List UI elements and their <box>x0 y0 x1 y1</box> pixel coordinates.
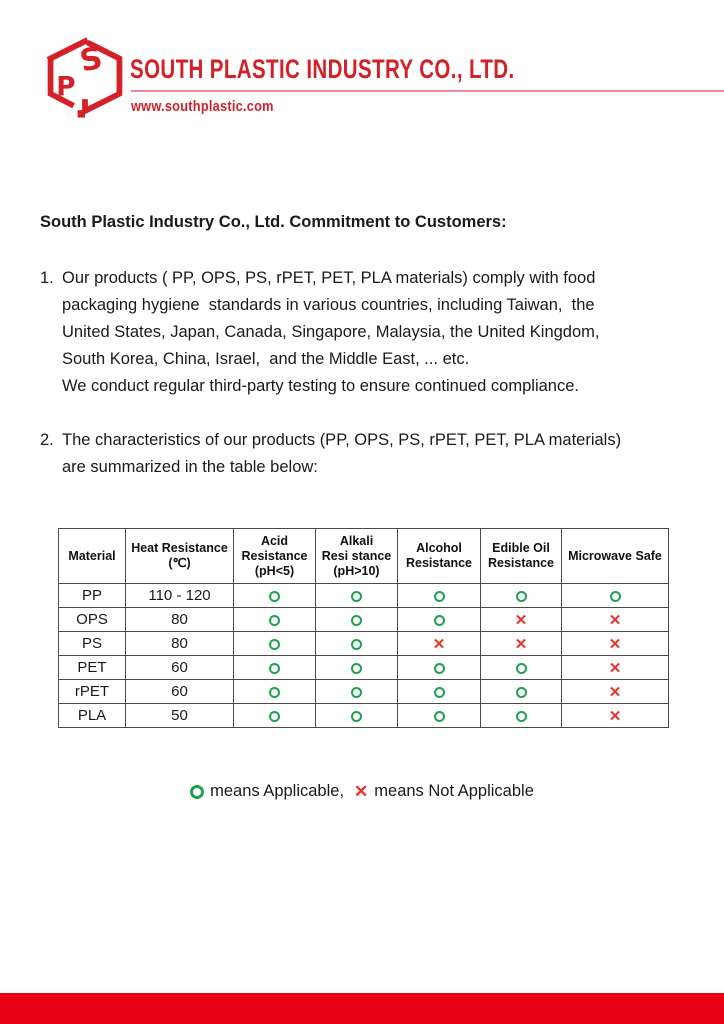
paragraph-line <box>40 427 621 454</box>
material-cell: PS <box>59 632 126 656</box>
materials-table <box>58 528 669 728</box>
paragraph-line: packaging hygiene standards in various countries, including Taiwan, the <box>62 296 595 314</box>
mark-cell <box>234 632 316 656</box>
mark-cell <box>234 608 316 632</box>
mark-cell <box>398 656 481 680</box>
mark <box>516 663 527 674</box>
mark: ✕ <box>432 635 446 653</box>
mark <box>269 687 280 698</box>
paragraph-line: United States, Japan, Canada, Singapore, Malaysia, the United Kingdom, <box>62 323 600 341</box>
mark-cell <box>398 680 481 704</box>
mark: ✕ <box>608 659 622 677</box>
mark-cell <box>562 656 669 680</box>
company-name: SOUTH PLASTIC INDUSTRY CO., LTD. <box>130 54 515 84</box>
heat-cell: 50 <box>126 704 234 728</box>
header-alcohol-resistance: Alcohol Resistance <box>398 529 481 584</box>
not-applicable-x-icon: ✕ <box>354 782 369 802</box>
paragraph-line <box>40 265 600 292</box>
mark-cell <box>481 608 562 632</box>
mark <box>434 687 445 698</box>
mark: ✕ <box>608 611 622 629</box>
footer-bar <box>0 993 724 1024</box>
mark <box>434 663 445 674</box>
mark: ✕ <box>608 683 622 701</box>
mark-cell <box>481 680 562 704</box>
paragraph-line: We conduct regular third-party testing to ensure continued compliance. <box>62 377 579 395</box>
mark-cell <box>316 584 398 608</box>
mark-cell <box>481 584 562 608</box>
table-row <box>59 680 669 704</box>
mark-cell <box>234 584 316 608</box>
mark: ✕ <box>608 707 622 725</box>
mark-cell <box>481 704 562 728</box>
table-row <box>59 584 669 608</box>
header-acid-resistance: Acid Resistance (pH<5) <box>234 529 316 584</box>
svg-text:S: S <box>76 40 106 80</box>
website-link[interactable]: www.southplastic.com <box>131 98 274 115</box>
header-material: Material <box>59 529 126 584</box>
mark-cell <box>562 632 669 656</box>
heat-cell: 60 <box>126 656 234 680</box>
table-row <box>59 656 669 680</box>
mark <box>434 711 445 722</box>
mark <box>434 615 445 626</box>
mark-cell <box>398 608 481 632</box>
mark-cell <box>316 704 398 728</box>
mark-cell <box>398 704 481 728</box>
mark: ✕ <box>514 635 528 653</box>
mark <box>351 711 362 722</box>
material-cell: OPS <box>59 608 126 632</box>
mark <box>269 711 280 722</box>
mark <box>351 687 362 698</box>
mark-cell <box>234 680 316 704</box>
mark-cell <box>316 656 398 680</box>
mark-cell <box>562 704 669 728</box>
mark <box>269 663 280 674</box>
material-cell: PP <box>59 584 126 608</box>
sp-cube-logo-icon <box>44 36 126 122</box>
paragraph-line: South Korea, China, Israel, and the Middle East, ... etc. <box>62 350 470 368</box>
mark <box>351 591 362 602</box>
mark <box>516 687 527 698</box>
paragraph-text: The characteristics of our products (PP, OPS, PS, rPET, PET, PLA materials) <box>62 431 622 449</box>
mark <box>434 591 445 602</box>
mark <box>269 591 280 602</box>
header-edible-oil-resistance: Edible Oil Resistance <box>481 529 562 584</box>
paragraph-text: Our products ( PP, OPS, PS, rPET, PET, PLA materials) comply with food <box>62 269 596 287</box>
list-marker: 2. <box>40 431 54 449</box>
legend-applicable-text: means Applicable, <box>210 782 345 800</box>
svg-text:P: P <box>56 72 76 103</box>
mark: ✕ <box>608 635 622 653</box>
table-row <box>59 608 669 632</box>
mark-cell <box>481 656 562 680</box>
mark-cell <box>562 608 669 632</box>
material-cell: rPET <box>59 680 126 704</box>
mark <box>610 591 621 602</box>
header-heat-resistance: Heat Resistance (℃) <box>126 529 234 584</box>
mark <box>351 615 362 626</box>
paragraph-line: are summarized in the table below: <box>62 458 318 476</box>
mark-cell <box>316 608 398 632</box>
applicable-circle-icon <box>190 785 204 799</box>
heat-cell: 80 <box>126 632 234 656</box>
mark-cell <box>398 632 481 656</box>
table-row <box>59 704 669 728</box>
header-divider <box>131 90 724 92</box>
list-marker: 1. <box>40 269 54 287</box>
mark <box>351 663 362 674</box>
mark-cell <box>398 584 481 608</box>
mark <box>516 711 527 722</box>
legend-not-applicable-text: means Not Applicable <box>374 782 534 800</box>
mark <box>269 615 280 626</box>
mark-cell <box>562 584 669 608</box>
material-cell: PLA <box>59 704 126 728</box>
material-cell: PET <box>59 656 126 680</box>
heat-cell: 80 <box>126 608 234 632</box>
heat-cell: 60 <box>126 680 234 704</box>
table-legend <box>0 782 724 801</box>
heat-cell: 110 - 120 <box>126 584 234 608</box>
mark-cell <box>234 704 316 728</box>
table-header-row <box>59 529 669 584</box>
mark <box>269 639 280 650</box>
mark <box>351 639 362 650</box>
mark: ✕ <box>514 611 528 629</box>
paragraph-2 <box>40 427 621 481</box>
mark-cell <box>234 656 316 680</box>
letterhead <box>0 0 724 130</box>
commitment-heading: South Plastic Industry Co., Ltd. Commitment to Customers: <box>40 213 507 231</box>
paragraph-1 <box>40 265 600 400</box>
mark-cell <box>562 680 669 704</box>
table-row <box>59 632 669 656</box>
mark-cell <box>481 632 562 656</box>
mark <box>516 591 527 602</box>
mark-cell <box>316 632 398 656</box>
mark-cell <box>316 680 398 704</box>
header-microwave-safe: Microwave Safe <box>562 529 669 584</box>
header-alkali-resistance: Alkali Resi stance (pH>10) <box>316 529 398 584</box>
